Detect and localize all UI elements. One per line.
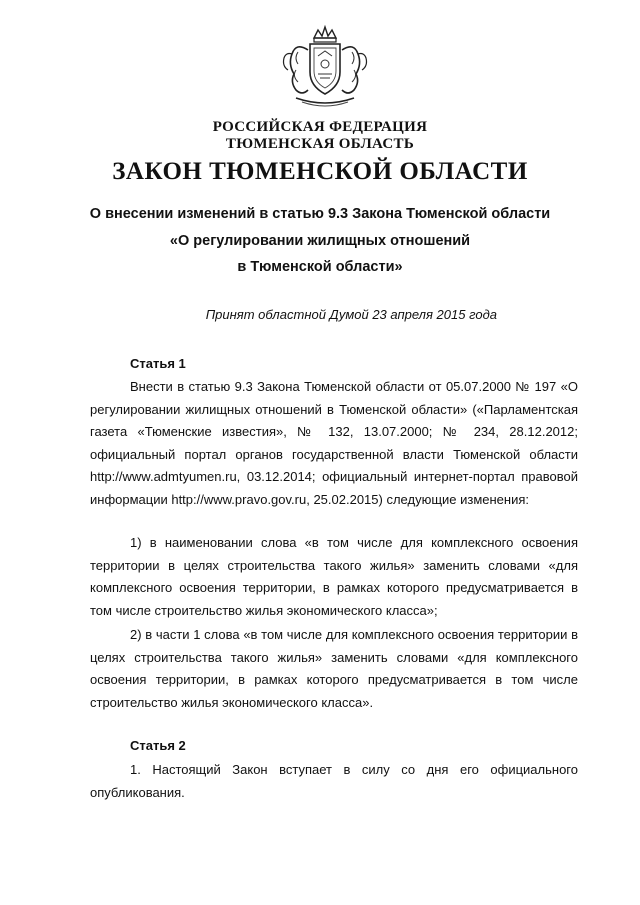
law-subtitle-line-1: О внесении изменений в статью 9.3 Закона Тюменской области bbox=[89, 206, 551, 222]
law-title: ЗАКОН ТЮМЕНСКОЙ ОБЛАСТИ bbox=[112, 158, 528, 185]
article-1-intro bbox=[90, 376, 578, 512]
law-subtitle-line-2: «О регулировании жилищных отношений bbox=[169, 233, 471, 249]
article-2-heading: Статья 2 bbox=[130, 738, 186, 753]
region-name: ТЮМЕНСКАЯ ОБЛАСТЬ bbox=[225, 136, 415, 152]
law-subtitle-line-3: в Тюменской области» bbox=[237, 259, 403, 275]
article-1-item-1-text: 1) в наименовании слова «в том числе для комплексного освоения территории в целях строительства такого жилья» заменить словами «для комплексного освоения территории, в рамках которого предусматривается в том числе строительство жилья экономического класса»; bbox=[90, 535, 578, 618]
article-1-item-2 bbox=[90, 624, 578, 714]
adoption-note: Принят областной Думой 23 апреля 2015 года bbox=[205, 307, 497, 322]
article-1-heading: Статья 1 bbox=[130, 356, 186, 371]
article-1-item-1 bbox=[90, 532, 578, 622]
article-2-item-1 bbox=[90, 759, 578, 804]
article-1-intro-text: Внести в статью 9.3 Закона Тюменской области от 05.07.2000 № 197 «О регулировании жилищных отношений в Тюменской области» («Парламентская газета «Тюменские известия», № 132, 13.07.2000; № 234, 28.12.2012; официальный портал органов государственной власти Тюменской области http://www.admtyumen.ru, 03.12.2014; официальный интернет-портал правовой информации http://www.pravo.gov.ru, 25.02.2015) следующие изменения: bbox=[90, 379, 578, 507]
article-1-item-2-text: 2) в части 1 слова «в том числе для комплексного освоения территории в целях строительства такого жилья» заменить словами «для комплексного освоения территории, в рамках которого предусматривается в том числе строительство жилья экономического класса». bbox=[90, 627, 578, 710]
coat-of-arms-icon bbox=[276, 24, 374, 110]
country-name: РОССИЙСКАЯ ФЕДЕРАЦИЯ bbox=[212, 119, 428, 135]
article-2-item-1-text: 1. Настоящий Закон вступает в силу со дня его официального опубликования. bbox=[90, 762, 578, 800]
